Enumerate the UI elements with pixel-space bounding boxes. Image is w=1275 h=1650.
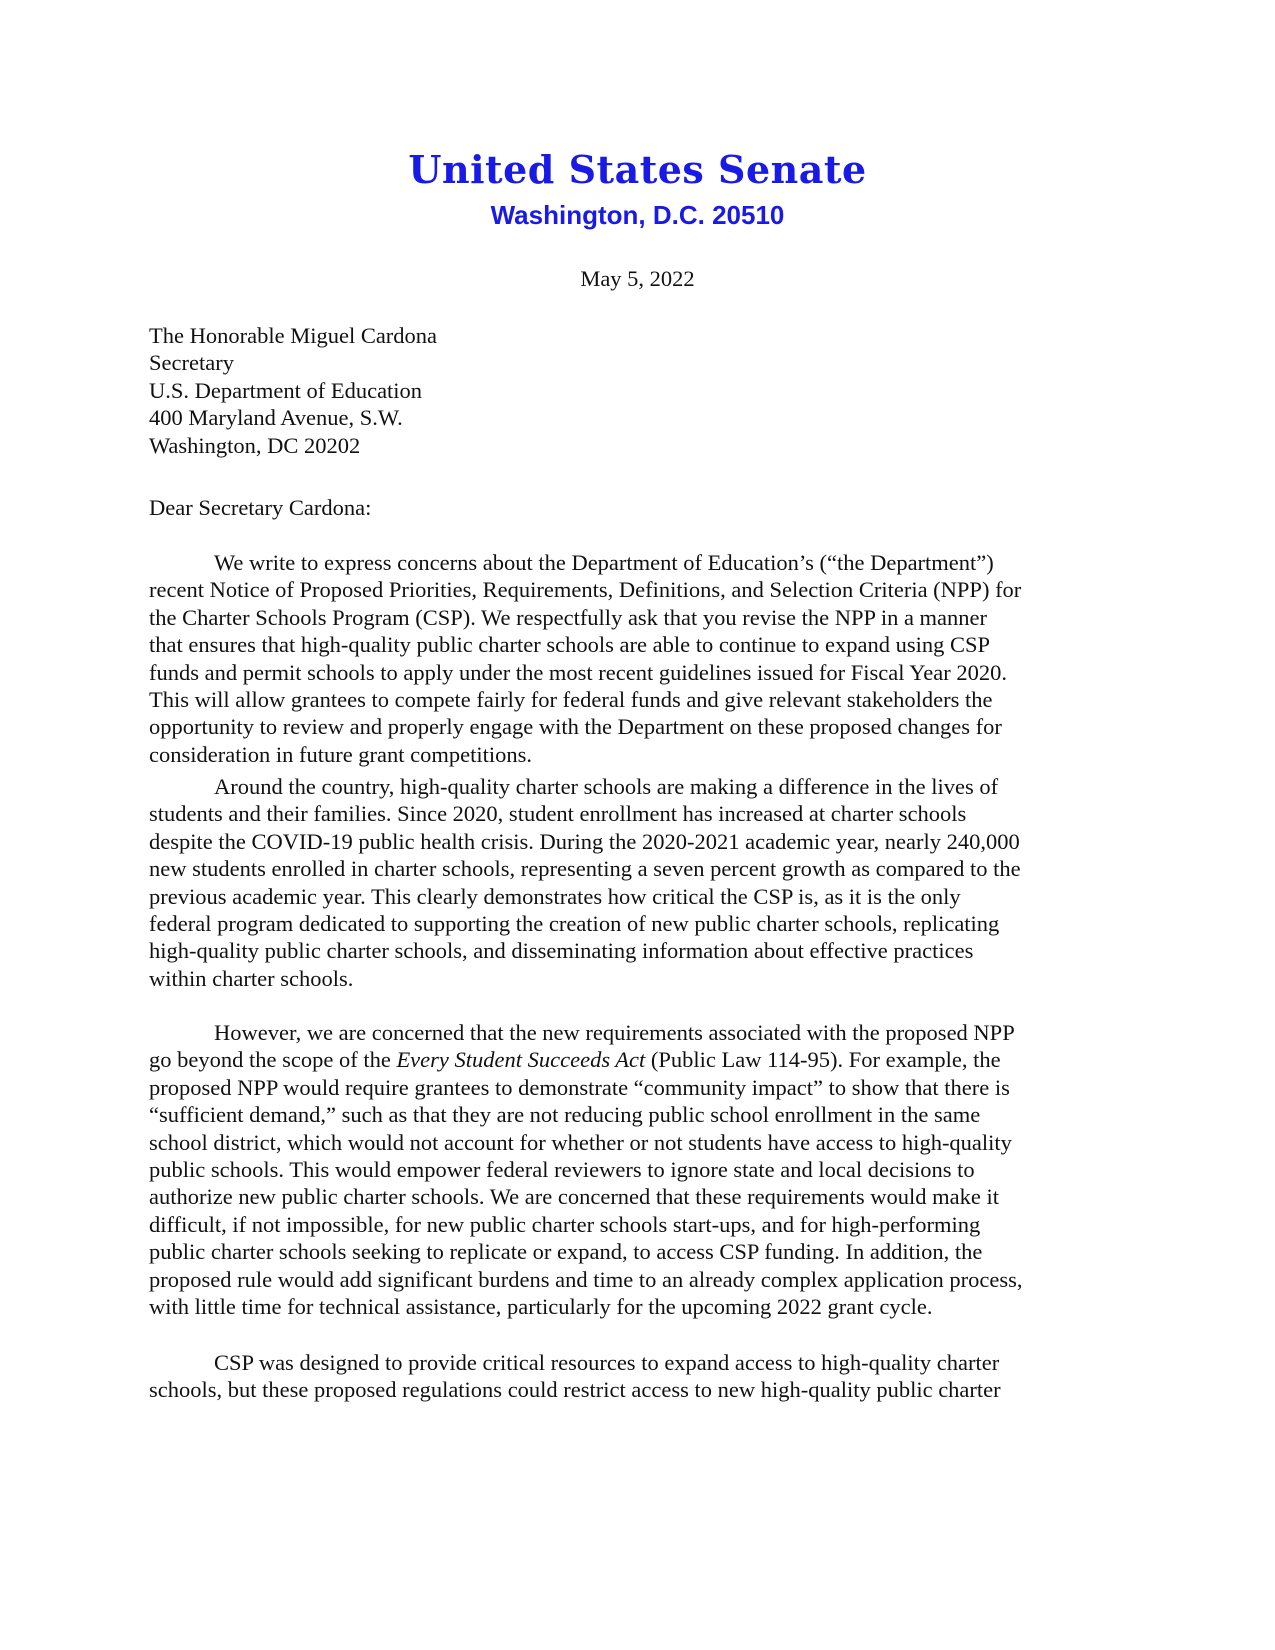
paragraph-line: federal program dedicated to supporting the creation of new public charter schools, replicating xyxy=(149,911,1000,937)
paragraph-line: the Charter Schools Program (CSP). We respectfully ask that you revise the NPP in a manner xyxy=(149,604,988,630)
paragraph-line: public schools. This would empower federal reviewers to ignore state and local decisions to xyxy=(149,1157,975,1183)
paragraph-3 xyxy=(149,1019,1079,1320)
recipient-city: Washington, DC 20202 xyxy=(149,432,361,458)
paragraph-2 xyxy=(149,773,1079,992)
recipient-name: The Honorable Miguel Cardona xyxy=(149,323,438,348)
paragraph-line: funds and permit schools to apply under the most recent guidelines issued for Fiscal Year 2020. xyxy=(149,659,1007,685)
paragraph-line: despite the COVID-19 public health crisis. During the 2020-2021 academic year, nearly 240,000 xyxy=(149,828,1020,854)
paragraph-line: schools, but these proposed regulations could restrict access to new high-quality public charter xyxy=(149,1377,1001,1403)
recipient-address xyxy=(149,322,437,459)
paragraph-line: authorize new public charter schools. We are concerned that these requirements would make it xyxy=(149,1184,999,1210)
paragraph-line: high-quality public charter schools, and disseminating information about effective practices xyxy=(149,938,974,964)
paragraph-line: school district, which would not account for whether or not students have access to high-quality xyxy=(149,1129,1012,1155)
paragraph-line: with little time for technical assistance, particularly for the upcoming 2022 grant cycle. xyxy=(149,1294,933,1320)
letterhead-title: United States Senate xyxy=(408,147,867,192)
paragraph-line: students and their families. Since 2020, student enrollment has increased at charter schools xyxy=(149,801,967,827)
paragraph-line: that ensures that high-quality public charter schools are able to continue to expand using CSP xyxy=(149,632,991,658)
paragraph-line: However, we are concerned that the new requirements associated with the proposed NPP xyxy=(214,1020,1015,1045)
paragraph-line: opportunity to review and properly engage with the Department on these proposed changes for xyxy=(149,714,1002,740)
salutation: Dear Secretary Cardona: xyxy=(149,495,372,520)
paragraph-line: CSP was designed to provide critical resources to expand access to high-quality charter xyxy=(214,1350,1000,1375)
paragraph-line: recent Notice of Proposed Priorities, Requirements, Definitions, and Selection Criteria (NPP) for xyxy=(149,577,1022,603)
text-run: (Public Law 114-95). For example, the xyxy=(645,1047,1001,1073)
paragraph-line: Around the country, high-quality charter schools are making a difference in the lives of xyxy=(214,774,999,799)
paragraph-line: We write to express concerns about the Department of Education’s (“the Department”) xyxy=(214,550,994,575)
paragraph-line: previous academic year. This clearly demonstrates how critical the CSP is, as it is the only xyxy=(149,883,961,909)
recipient-department: U.S. Department of Education xyxy=(149,377,423,403)
act-title: Every Student Succeeds Act xyxy=(396,1047,646,1073)
paragraph-line: public charter schools seeking to replicate or expand, to access CSP funding. In addition, the xyxy=(149,1239,983,1265)
text-run: go beyond the scope of the xyxy=(149,1047,397,1073)
paragraph-line: difficult, if not impossible, for new public charter schools start-ups, and for high-performing xyxy=(149,1211,981,1237)
letterhead-address: Washington, D.C. 20510 xyxy=(490,200,785,230)
paragraph-1 xyxy=(149,549,1079,768)
paragraph-line: consideration in future grant competitions. xyxy=(149,741,533,767)
recipient-street: 400 Maryland Avenue, S.W. xyxy=(149,405,403,431)
paragraph-line: “sufficient demand,” such as that they are not reducing public school enrollment in the same xyxy=(149,1102,981,1128)
paragraph-line: within charter schools. xyxy=(149,965,354,991)
paragraph-line: proposed NPP would require grantees to demonstrate “community impact” to show that there is xyxy=(149,1074,1010,1100)
paragraph-line: proposed rule would add significant burdens and time to an already complex application process, xyxy=(149,1266,1023,1292)
recipient-title: Secretary xyxy=(149,350,234,376)
paragraph-4 xyxy=(149,1349,1079,1404)
paragraph-line xyxy=(149,1046,1079,1073)
letter-date: May 5, 2022 xyxy=(580,266,695,291)
paragraph-line: new students enrolled in charter schools, representing a seven percent growth as compared to the xyxy=(149,856,1021,882)
paragraph-line: This will allow grantees to compete fairly for federal funds and give relevant stakeholders the xyxy=(149,687,993,713)
